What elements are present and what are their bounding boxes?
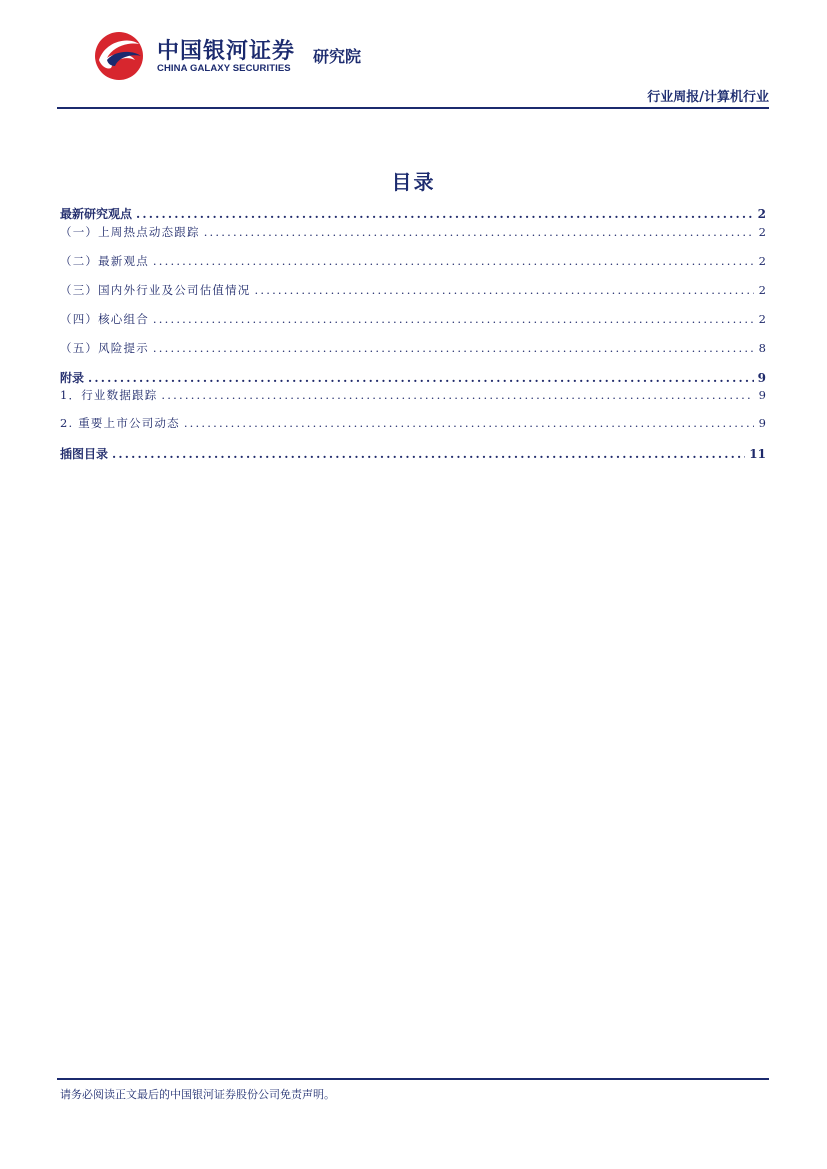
toc-entry-label: 插图目录 [60, 447, 109, 461]
galaxy-logo-icon [93, 30, 145, 82]
toc-entry-label: （四）核心组合 [60, 312, 149, 326]
toc-entry[interactable] [60, 445, 766, 462]
toc-dot-leader [112, 447, 745, 461]
toc-entry-label: （二）最新观点 [60, 254, 149, 268]
toc-entry[interactable] [60, 387, 766, 403]
toc-entry-label: （三）国内外行业及公司估值情况 [60, 283, 251, 297]
toc-entry-label: （一）上周热点动态跟踪 [60, 225, 200, 239]
header-divider [57, 107, 769, 109]
toc-entry[interactable] [60, 224, 766, 240]
toc-entry-label: 1．行业数据跟踪 [60, 388, 158, 402]
brand-name-cn: 中国银河证券 [157, 39, 296, 64]
toc-entry-page: 9 [758, 416, 766, 430]
brand-name-en: CHINA GALAXY SECURITIES [157, 63, 291, 74]
toc-entry-page: 9 [757, 371, 766, 385]
toc-entry[interactable] [60, 253, 766, 269]
toc-dot-leader [153, 341, 754, 355]
toc-dot-leader [184, 416, 754, 430]
toc-entry-page: 11 [749, 447, 766, 461]
toc-entry[interactable] [60, 415, 766, 431]
toc-dot-leader [88, 371, 754, 385]
toc-entry-page: 8 [758, 341, 766, 355]
brand-institute: 研究院 [313, 47, 362, 66]
toc-dot-leader [161, 388, 754, 402]
footer-disclaimer: 请务必阅读正文最后的中国银河证券股份公司免责声明。 [60, 1088, 335, 1101]
toc-entry-page: 2 [758, 283, 766, 297]
toc-entry-label: 最新研究观点 [60, 207, 133, 221]
toc-entry-page: 9 [758, 388, 766, 402]
toc-entry-page: 2 [758, 312, 766, 326]
toc-entry-page: 2 [758, 254, 766, 268]
toc-entry-label: （五）风险提示 [60, 341, 149, 355]
toc-dot-leader [255, 283, 755, 297]
toc-entry[interactable] [60, 311, 766, 327]
toc-entry[interactable] [60, 282, 766, 298]
toc-entry[interactable] [60, 369, 766, 386]
page-header [57, 26, 769, 108]
toc-entry-label: 附录 [60, 371, 85, 385]
toc-entry-label: 2. 重要上市公司动态 [60, 416, 180, 430]
toc-dot-leader [153, 254, 754, 268]
toc-entry[interactable] [60, 205, 766, 222]
toc-dot-leader [204, 225, 754, 239]
toc-title: 目录 [391, 170, 436, 194]
toc-entry-page: 2 [757, 207, 766, 221]
toc-dot-leader [153, 312, 754, 326]
toc-entry[interactable] [60, 340, 766, 356]
report-type: 行业周报/计算机行业 [647, 90, 769, 105]
footer-divider [57, 1078, 769, 1080]
toc-dot-leader [136, 207, 754, 221]
toc-entry-page: 2 [758, 225, 766, 239]
